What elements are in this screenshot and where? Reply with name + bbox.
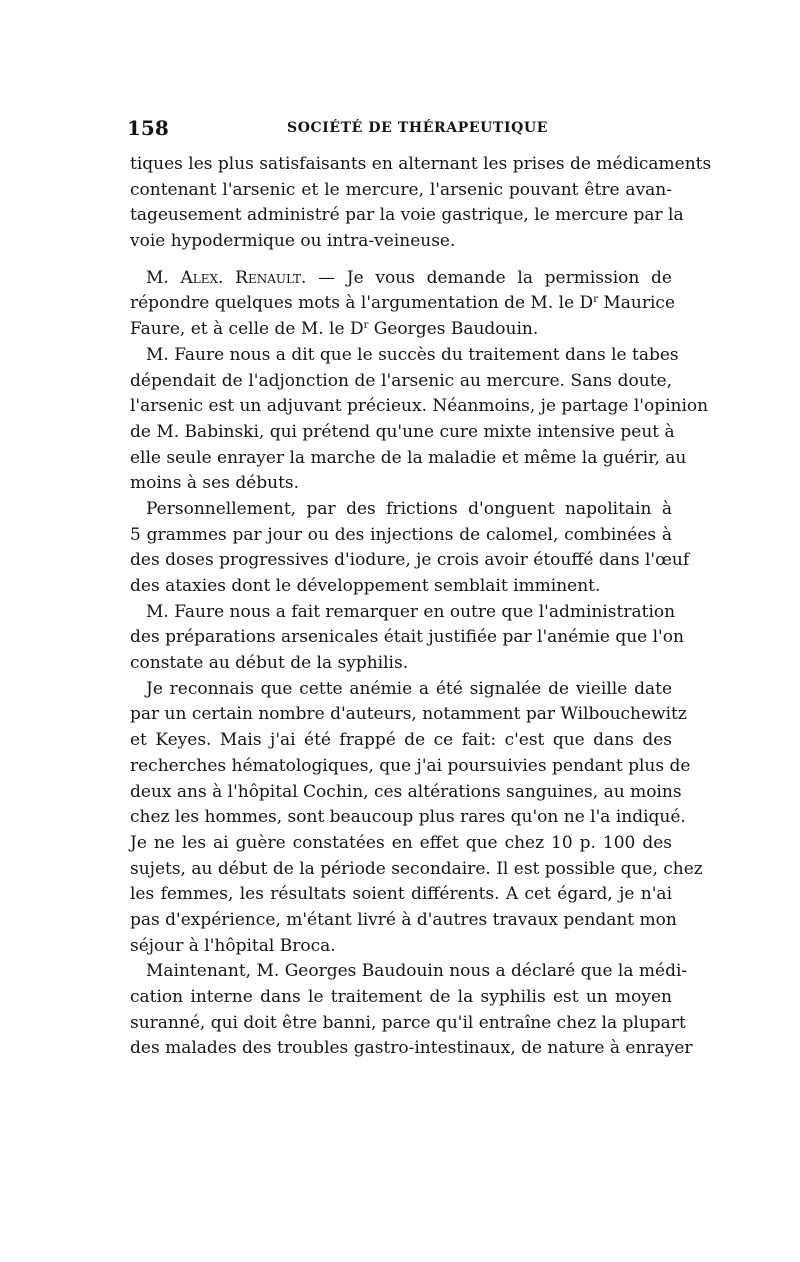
text-line: séjour à l'hôpital Broca. (130, 935, 336, 956)
text-line: et Keyes. Mais j'ai été frappé de ce fait: c'est que dans des (130, 730, 672, 751)
text-line: sujets, au début de la période secondaire. Il est possible que, chez (130, 858, 703, 879)
speaker-prefix: M. (146, 267, 181, 288)
text-line: suranné, qui doit être banni, parce qu'il entraîne chez la plupart (130, 1012, 686, 1033)
paragraph-2 (130, 266, 676, 343)
running-head (127, 116, 673, 142)
text-line: pas d'expérience, m'étant livré à d'autres travaux pendant mon (130, 909, 677, 930)
text-line: répondre quelques mots à l'argumentation de M. le $D^r$ Maurice (130, 293, 676, 314)
text-line: cation interne dans le traitement de la syphilis est un moyen (130, 987, 672, 1007)
superscript: r (593, 294, 598, 306)
speaker-line (130, 266, 672, 292)
text-line: Je reconnais que cette anémie a été signalée de vieille date (146, 678, 672, 699)
text-line: deux ans à l'hôpital Cochin, ces altérations sanguines, au moins (130, 781, 682, 802)
text-line: des malades des troubles gastro-intestinaux, de nature à enrayer (130, 1038, 693, 1059)
text-line: tageusement administré par la voie gastrique, le mercure par la (130, 205, 684, 226)
text-line: par un certain nombre d'auteurs, notamment par Wilbouchewitz (130, 704, 687, 725)
paragraph-5 (130, 600, 684, 677)
text-line: Faure, et à celle de M. le $D^r$ Georges Baudouin. (130, 319, 539, 340)
text-line: constate au début de la syphilis. (130, 653, 409, 674)
paragraph-7 (130, 959, 693, 1062)
text-line: des doses progressives d'iodure, je crois avoir étouffé dans l'œuf (130, 550, 690, 571)
text-line: des préparations arsenicales était justifiée par l'anémie que l'on (130, 627, 684, 648)
text-line: chez les hommes, sont beaucoup plus rares qu'on ne l'a indiqué. (130, 807, 686, 828)
text-line: M. Faure nous a dit que le succès du traitement dans le tabes (146, 344, 679, 365)
running-title: SOCIÉTÉ DE THÉRAPEUTIQUE (287, 120, 548, 136)
text-line: contenant l'arsenic et le mercure, l'arsenic pouvant être avan- (130, 179, 672, 200)
paragraph-3 (130, 343, 709, 497)
text-line: elle seule enrayer la marche de la maladie et même la guérir, au (130, 447, 687, 468)
text-line: M. Faure nous a fait remarquer en outre que l'administration (146, 601, 676, 622)
superscript: r (363, 320, 369, 332)
text-line: Maintenant, M. Georges Baudouin nous a déclaré que la médi- (146, 961, 688, 982)
paragraph-6 (130, 677, 703, 960)
text-line: les femmes, les résultats soient différents. A cet égard, je n'ai (130, 884, 672, 905)
speaker-name: Alex. Renault (180, 267, 301, 288)
text-line: Personnellement, par des frictions d'onguent napolitain à (146, 498, 672, 519)
speaker-line-rest: . — Je vous demande la permission de (301, 267, 672, 288)
text-line: moins à ses débuts. (130, 473, 300, 494)
text-line: recherches hématologiques, que j'ai poursuivies pendant plus de (130, 755, 691, 776)
body-text (130, 152, 712, 1062)
text-line: voie hypodermique ou intra-veineuse. (130, 231, 456, 252)
text-line: dépendait de l'adjonction de l'arsenic au mercure. Sans doute, (130, 370, 672, 391)
text-line: tiques les plus satisfaisants en alternant les prises de médicaments (130, 154, 712, 174)
paragraph-1 (130, 152, 712, 255)
page-number: 158 (127, 116, 169, 140)
text-line: des ataxies dont le développement semblait imminent. (130, 576, 601, 596)
text-line: Je ne les ai guère constatées en effet que chez 10 p. 100 des (130, 832, 672, 853)
text-line: l'arsenic est un adjuvant précieux. Néanmoins, je partage l'opinion (130, 396, 709, 417)
text-line: 5 grammes par jour ou des injections de calomel, combinées à (130, 524, 672, 545)
text-line: de M. Babinski, qui prétend qu'une cure mixte intensive peut à (130, 421, 675, 442)
paragraph-4 (130, 497, 690, 600)
